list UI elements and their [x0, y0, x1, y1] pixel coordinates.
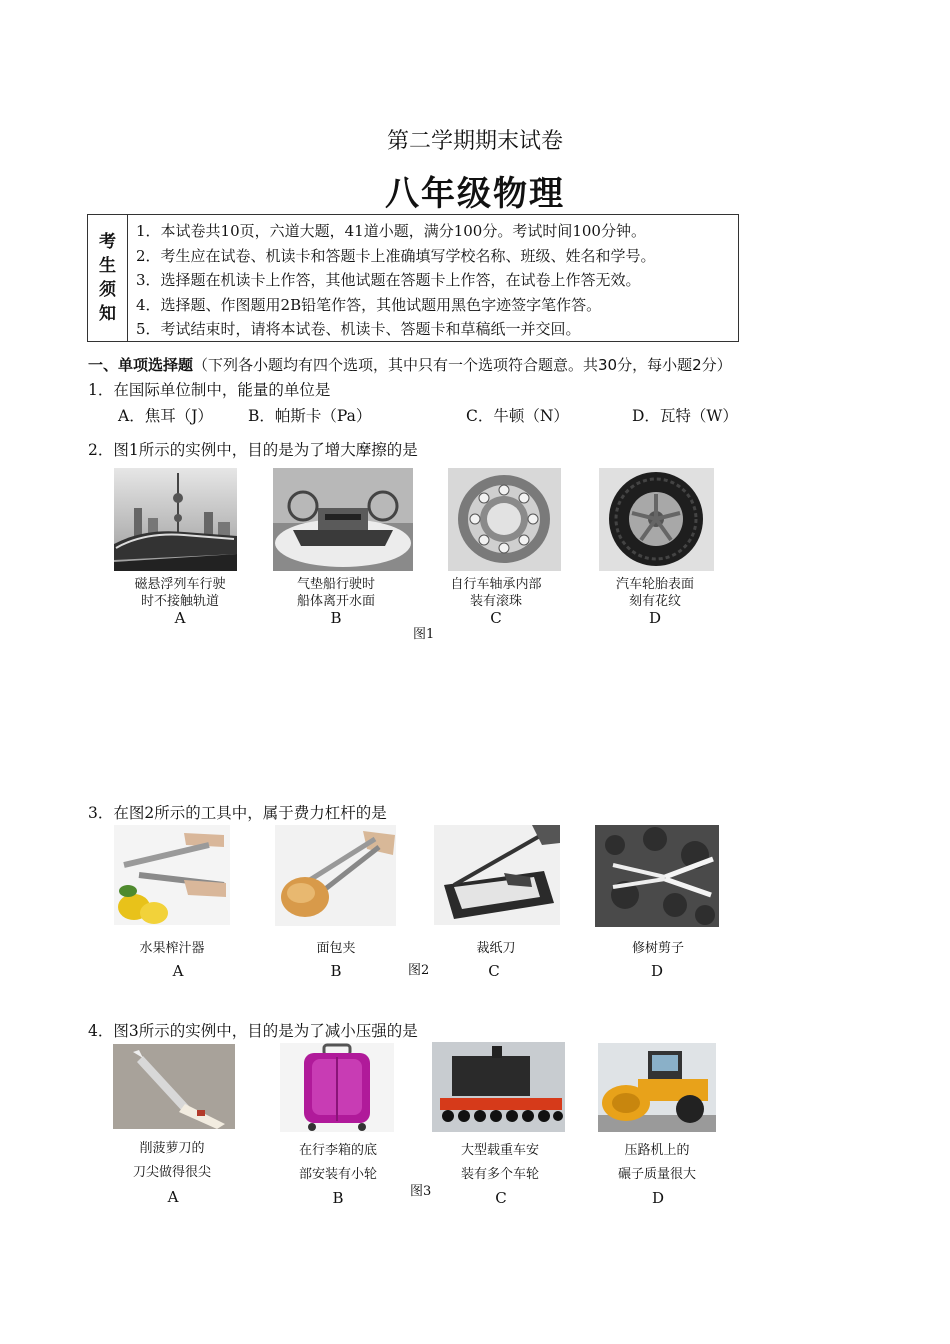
q4-c-caption-2: 装有多个车轮 [460, 1167, 539, 1182]
q2-d-caption-2: 刻有花纹 [628, 594, 681, 609]
notice-heading-char: 考 [99, 232, 116, 252]
q4-a-letter: A [167, 1188, 179, 1206]
q4-d-letter: D [651, 1189, 665, 1207]
q1-option-d: D．瓦特（W） [632, 407, 738, 425]
notice-line: 1．本试卷共10页，六道大题，41道小题，满分100分。考试时间100分钟。 [136, 222, 646, 240]
notice-line: 2．考生应在试卷、机读卡和答题卡上准确填写学校名称、班级、姓名和学号。 [136, 246, 656, 265]
q3-a-letter: A [172, 962, 184, 980]
fruit-juicer-image [114, 825, 230, 925]
notice-heading-char: 生 [99, 256, 116, 276]
rolling-suitcase-image [280, 1043, 394, 1132]
q3-c-caption: 裁纸刀 [476, 941, 516, 956]
q3-a-caption: 水果榨汁器 [139, 941, 205, 956]
pineapple-knife-image [113, 1044, 235, 1129]
notice-line: 4．选择题、作图题用2B铅笔作答，其他试题用黑色字迹签字笔作答。 [136, 295, 602, 314]
q2-c-caption-2: 装有滚珠 [469, 594, 522, 609]
q4-a-caption-2: 刀尖做得很尖 [132, 1165, 211, 1180]
q2-a-caption-1: 磁悬浮列车行驶 [134, 577, 226, 592]
exam-subtitle: 第二学期期末试卷 [386, 129, 563, 154]
notice-line: 5．考试结束时，请将本试卷、机读卡、答题卡和草稿纸一并交回。 [136, 320, 581, 339]
q3-d-caption: 修树剪子 [631, 941, 684, 956]
q2-b-letter: B [330, 609, 342, 627]
q4-c-caption-1: 大型载重车安 [460, 1143, 539, 1158]
candidate-notice-box [87, 214, 739, 342]
ball-bearing-image [448, 468, 561, 571]
q2-c-caption-1: 自行车轴承内部 [450, 577, 542, 592]
q2-a-letter: A [174, 609, 186, 627]
q3-b-caption: 面包夹 [316, 941, 356, 956]
car-tire-image [599, 468, 714, 571]
q2-a-caption-2: 时不接触轨道 [140, 594, 219, 609]
notice-lines [136, 219, 734, 342]
road-roller-image [598, 1043, 716, 1132]
q4-b-letter: B [332, 1189, 344, 1207]
question-1-stem: 1．在国际单位制中，能量的单位是 [88, 381, 331, 399]
question-3-stem: 3．在图2所示的工具中，属于费力杠杆的是 [88, 804, 387, 822]
figure-3-label: 图3 [410, 1184, 432, 1199]
q2-c-letter: C [490, 609, 502, 627]
question-2-stem: 2．图1所示的实例中，目的是为了增大摩擦的是 [88, 441, 418, 459]
section-heading [88, 354, 732, 375]
notice-line: 3．选择题在机读卡上作答，其他试题在答题卡上作答，在试卷上作答无效。 [136, 271, 641, 290]
q1-option-c: C．牛顿（N） [466, 407, 569, 425]
notice-heading-char: 知 [99, 304, 116, 324]
figure-1-label: 图1 [413, 627, 435, 642]
q4-b-caption-2: 部安装有小轮 [298, 1167, 377, 1182]
q4-c-letter: C [495, 1189, 507, 1207]
question-4-stem: 4．图3所示的实例中，目的是为了减小压强的是 [88, 1022, 418, 1040]
q4-a-caption-1: 削菠萝刀的 [139, 1141, 205, 1156]
notice-heading [88, 215, 128, 341]
figure-2-label: 图2 [408, 963, 430, 978]
q3-d-letter: D [650, 962, 664, 980]
q4-b-caption-1: 在行李箱的底 [298, 1143, 377, 1158]
hedge-shears-image [595, 825, 719, 927]
maglev-train-image [114, 468, 237, 571]
notice-heading-char: 须 [99, 280, 116, 300]
exam-title: 八年级物理 [385, 174, 565, 214]
heavy-truck-image [432, 1042, 565, 1132]
bread-tongs-image [275, 825, 396, 926]
q3-c-letter: C [488, 962, 500, 980]
q2-d-letter: D [648, 609, 662, 627]
q1-option-a: A．焦耳（J） [118, 407, 213, 425]
q4-d-caption-1: 压路机上的 [624, 1143, 690, 1158]
q3-b-letter: B [330, 962, 342, 980]
q4-d-caption-2: 碾子质量很大 [617, 1167, 696, 1182]
q2-d-caption-1: 汽车轮胎表面 [615, 577, 694, 592]
q1-option-b: B．帕斯卡（Pa） [248, 407, 372, 425]
q2-b-caption-2: 船体离开水面 [296, 594, 375, 609]
q2-b-caption-1: 气垫船行驶时 [296, 577, 375, 592]
section-note: （下列各小题均有四个选项，其中只有一个选项符合题意。共30分，每小题2分） [193, 356, 732, 374]
paper-cutter-image [434, 825, 560, 925]
section-title: 一、单项选择题 [88, 356, 194, 374]
hovercraft-image [273, 468, 413, 571]
